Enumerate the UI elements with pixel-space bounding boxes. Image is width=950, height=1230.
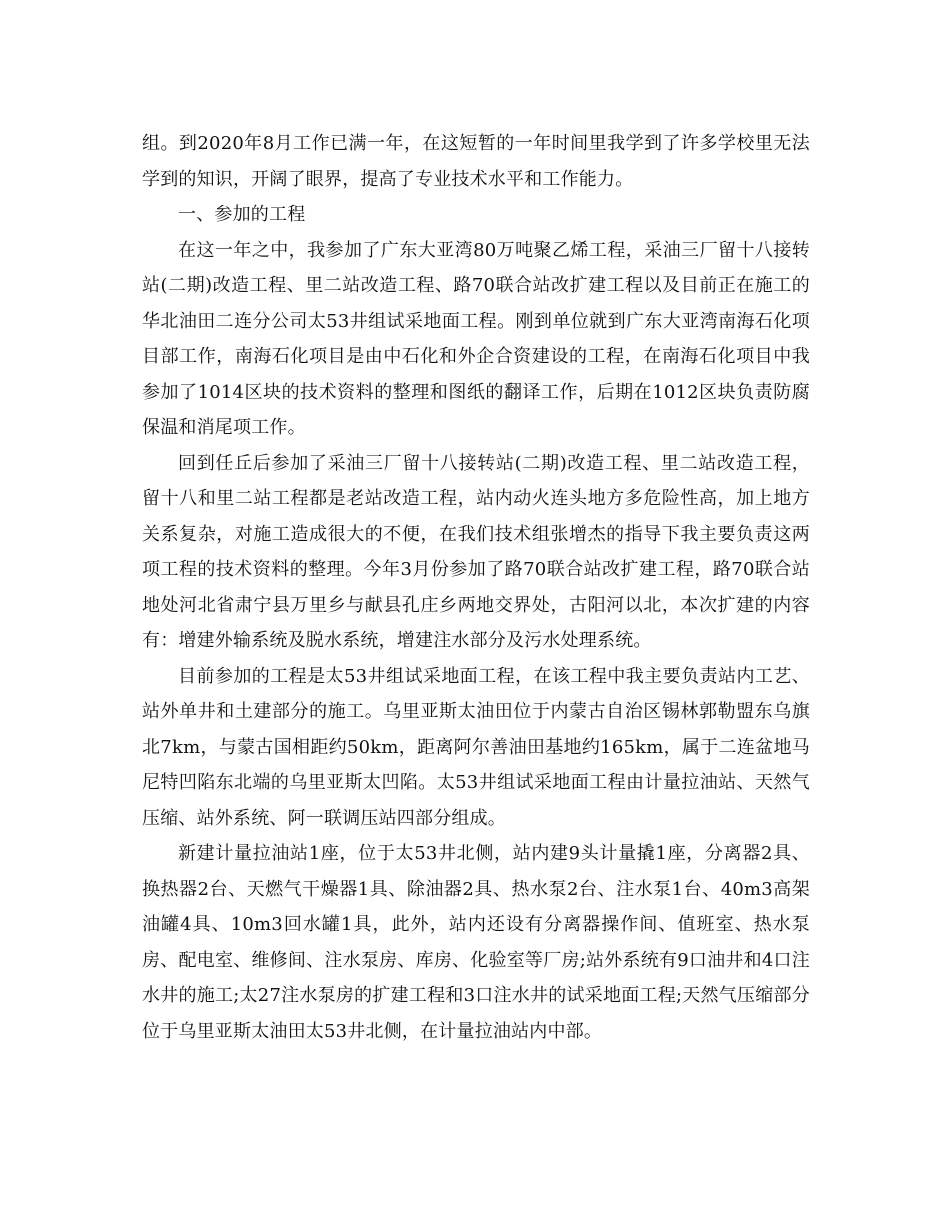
paragraph-renqiu: 回到任丘后参加了采油三厂留十八接转站(二期)改造工程、里二站改造工程，留十八和里二站工程都是老站改造工程，站内动火连头地方多危险性高，加上地方关系复杂，对施工造成很大的不便，在我们技术组张增杰的指导下我主要负责这两项工程的技术资料的整理。今年3月份参加了路70联合站改扩建工程，路70联合站地处河北省肃宁县万里乡与献县孔庄乡两地交界处，古阳河以北，本次扩建的内容有：增建外输系统及脱水系统，增建注水部分及污水处理系统。: [142, 452, 810, 651]
paragraph-continuation: 组。到2020年8月工作已满一年，在这短暂的一年时间里我学到了许多学校里无法学到的知识，开阔了眼界，提高了专业技术水平和工作能力。: [142, 133, 810, 190]
paragraph-new-station: 新建计量拉油站1座，位于太53井北侧，站内建9头计量撬1座，分离器2具、换热器2台、天燃气干燥器1具、除油器2具、热水泵2台、注水泵1台、40m3高架油罐4具、10m3回水罐1具，此外，站内还设有分离器操作间、值班室、热水泵房、配电室、维修间、注水泵房、库房、化验室等厂房;站外系统有9口油井和4口注水井的施工;太27注水泵房的扩建工程和3口注水井的试采地面工程;天然气压缩部分位于乌里亚斯太油田太53井北侧，在计量拉油站内中部。: [142, 843, 810, 1042]
document-body: [142, 126, 810, 1049]
paragraph-projects: 在这一年之中，我参加了广东大亚湾80万吨聚乙烯工程，采油三厂留十八接转站(二期)改造工程、里二站改造工程、路70联合站改扩建工程以及目前正在施工的华北油田二连分公司太53井组试采地面工程。刚到单位就到广东大亚湾南海石化项目部工作，南海石化项目是由中石化和外企合资建设的工程，在南海石化项目中我参加了1014区块的技术资料的整理和图纸的翻译工作，后期在1012区块负责防腐保温和消尾项工作。: [142, 239, 810, 438]
section-heading: 一、参加的工程: [178, 204, 306, 225]
paragraph-current-project: 目前参加的工程是太53井组试采地面工程，在该工程中我主要负责站内工艺、站外单井和土建部分的施工。乌里亚斯太油田位于内蒙古自治区锡林郭勒盟东乌旗北7km，与蒙古国相距约50km，距离阿尔善油田基地约165km，属于二连盆地马尼特凹陷东北端的乌里亚斯太凹陷。太53井组试采地面工程由计量拉油站、天然气压缩、站外系统、阿一联调压站四部分组成。: [142, 665, 810, 829]
